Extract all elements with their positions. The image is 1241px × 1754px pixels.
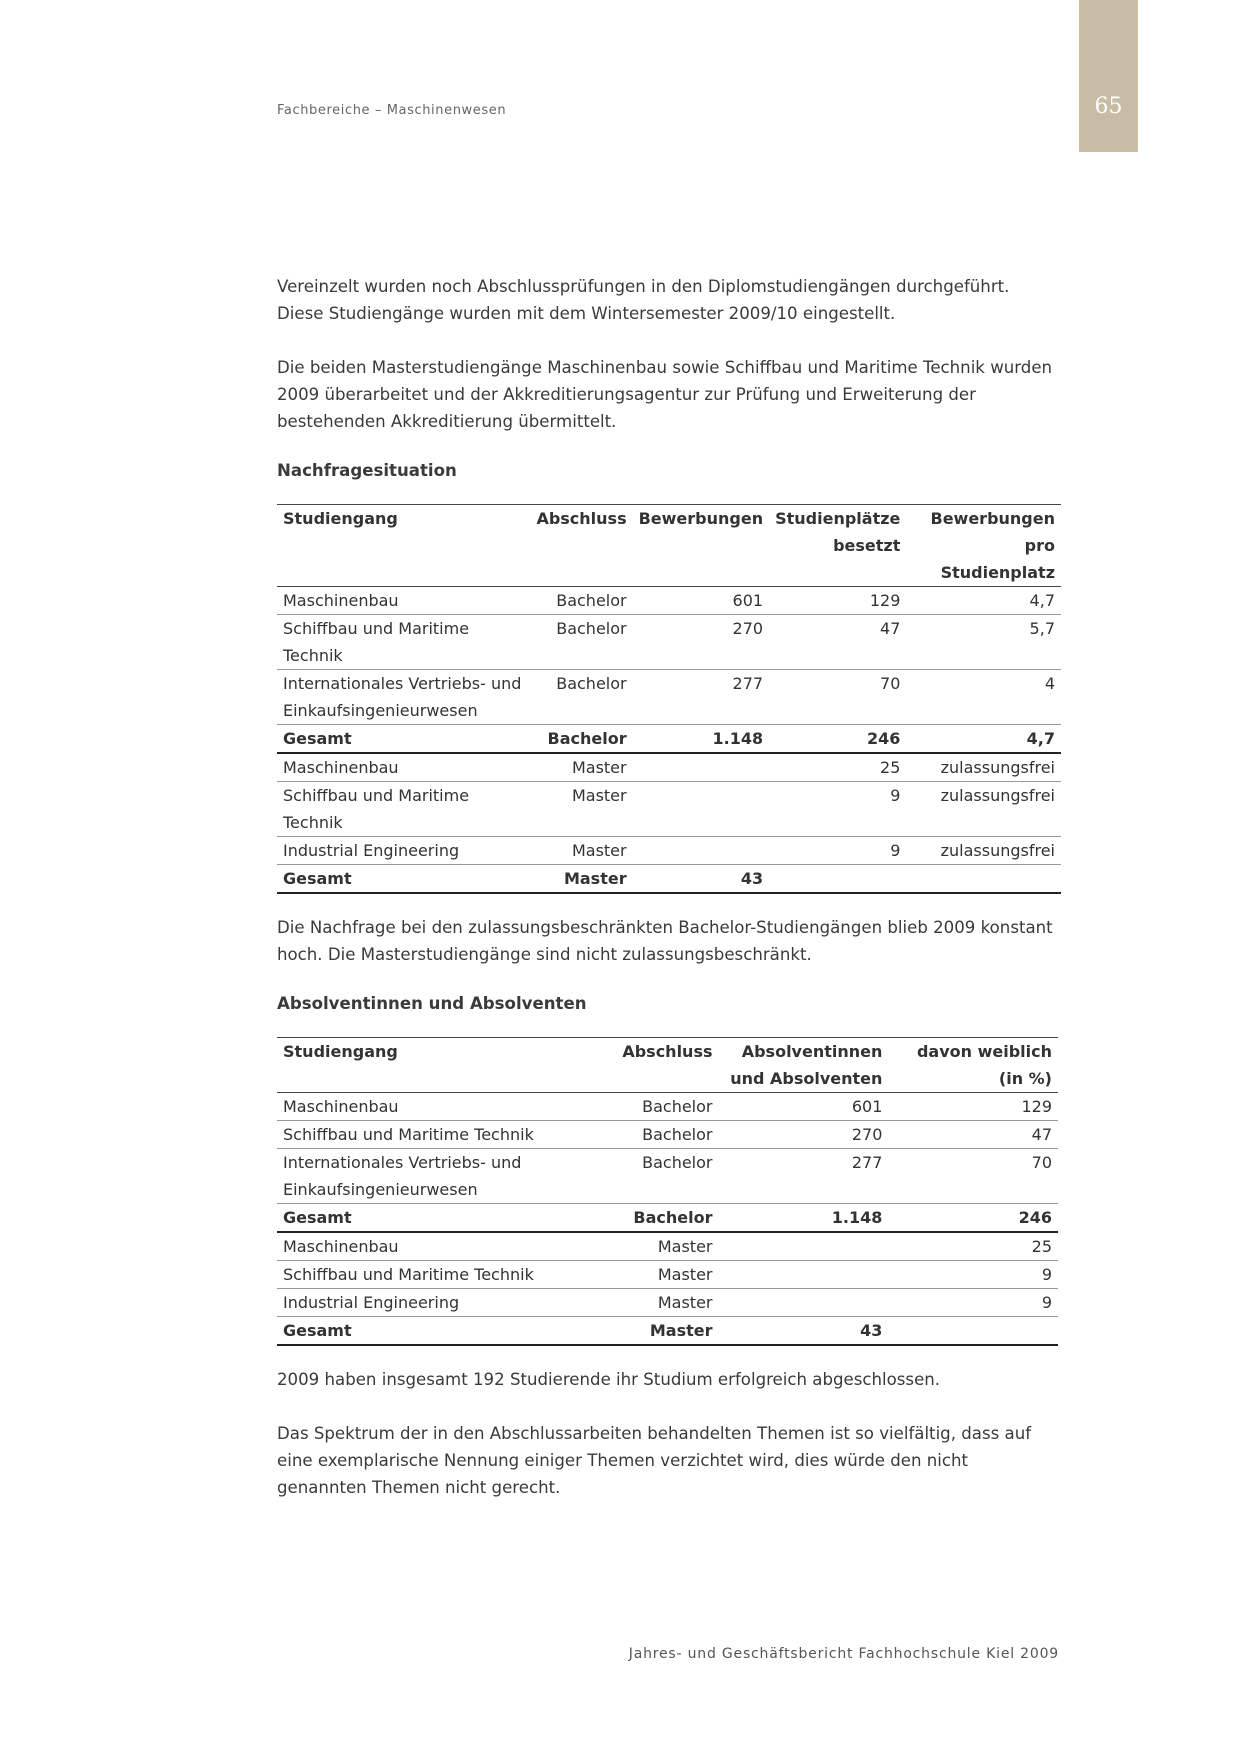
table-cell: 270 [851, 1125, 883, 1144]
table-cell: 4,7 [1026, 729, 1055, 748]
table-cell: Bachelor [633, 1208, 713, 1227]
table-cell: 246 [1018, 1208, 1052, 1227]
table-row [277, 1232, 1058, 1261]
column-header: davon weiblich (in %) [916, 1042, 1052, 1088]
table-total-row [277, 1204, 1058, 1233]
table-cell: Gesamt [283, 729, 352, 748]
table-row [277, 615, 1061, 670]
table-row [277, 753, 1061, 782]
table-cell: zulassungsfrei [940, 758, 1055, 777]
table-row [277, 1261, 1058, 1289]
table-cell: 47 [880, 619, 901, 638]
table-cell [718, 1232, 888, 1261]
table-row [277, 670, 1061, 725]
footer: Jahres- und Geschäftsbericht Fachhochschule Kiel 2009 [628, 1646, 1059, 1662]
table-cell: Master [563, 869, 627, 888]
page-number: 65 [1094, 94, 1123, 119]
table-total-row [277, 725, 1061, 754]
table-row [277, 587, 1061, 615]
table-cell: 25 [1031, 1237, 1052, 1256]
table-cell: Master [571, 841, 627, 860]
column-header: Abschluss [622, 1042, 713, 1061]
table-cell: 70 [880, 674, 901, 693]
column-header: Bewerbungen [638, 509, 764, 528]
table-cell: 129 [869, 591, 901, 610]
table-row [277, 1093, 1058, 1121]
table-cell: Master [657, 1293, 713, 1312]
table-cell [718, 1289, 888, 1317]
table-cell: Schiffbau und Maritime Technik [283, 1125, 534, 1144]
demand-table [277, 504, 1061, 894]
heading-graduates: Absolventinnen und Absolventen [277, 994, 587, 1013]
paragraph-demand-summary: Die Nachfrage bei den zulassungsbeschränkten Bachelor-Studiengängen blieb 2009 konstant hoch. Die Masterstudiengänge sind nicht zulassungsbeschränkt. [277, 918, 1053, 964]
table-cell: 601 [732, 591, 764, 610]
column-header: Studienplätze besetzt [775, 509, 901, 555]
table-cell: Bachelor [547, 729, 627, 748]
paragraph-diploma: Vereinzelt wurden noch Abschlussprüfungen in den Diplomstudiengängen durchgeführt. Diese Studiengänge wurden mit dem Wintersemester 2009/10 eingestellt. [277, 277, 1010, 323]
table-cell [906, 865, 1061, 894]
table-row [277, 1121, 1058, 1149]
table-cell: 5,7 [1029, 619, 1055, 638]
table-cell: Maschinenbau [283, 1097, 399, 1116]
table-cell: Master [657, 1265, 713, 1284]
table-cell: Gesamt [283, 869, 352, 888]
table-cell: Maschinenbau [283, 591, 399, 610]
table-cell: 270 [732, 619, 764, 638]
table-cell: 25 [880, 758, 901, 777]
table-cell: 1.148 [831, 1208, 883, 1227]
column-header: Studiengang [283, 1042, 398, 1061]
table-cell: 277 [851, 1153, 883, 1172]
table-cell: Master [657, 1237, 713, 1256]
table-total-row [277, 865, 1061, 894]
table-cell: Gesamt [283, 1208, 352, 1227]
table-cell: 4 [1044, 674, 1055, 693]
running-head: Fachbereiche – Maschinenwesen [277, 103, 507, 118]
column-header: Studiengang [283, 509, 398, 528]
table-cell: zulassungsfrei [940, 841, 1055, 860]
table-row [277, 782, 1061, 837]
table-cell: Industrial Engineering [283, 1293, 460, 1312]
main-content [277, 273, 1061, 1501]
table-cell: 9 [1041, 1265, 1052, 1284]
table-cell [633, 753, 770, 782]
table-cell: Bachelor [642, 1153, 713, 1172]
table-cell: Master [571, 786, 627, 805]
table-cell: Maschinenbau [283, 758, 399, 777]
table-cell: 43 [740, 869, 764, 888]
table-cell: 277 [732, 674, 764, 693]
table-cell: Internationales Vertriebs- und Einkaufsingenieurwesen [283, 674, 522, 720]
table-cell: Industrial Engineering [283, 841, 460, 860]
column-header: Bewerbungen pro Studienplatz [930, 509, 1055, 582]
table-cell: Bachelor [556, 619, 627, 638]
table-cell: 43 [860, 1321, 883, 1340]
table-cell: 129 [1021, 1097, 1052, 1116]
table-cell: 70 [1031, 1153, 1052, 1172]
table-cell [888, 1317, 1058, 1346]
table-cell: Master [649, 1321, 713, 1340]
graduates-table [277, 1037, 1058, 1346]
table-cell: 9 [1041, 1293, 1052, 1312]
table-cell: Master [571, 758, 627, 777]
table-cell: Schiffbau und Maritime Technik [283, 619, 470, 665]
table-cell: Bachelor [556, 591, 627, 610]
paragraph-thesis-topics: Das Spektrum der in den Abschlussarbeiten behandelten Themen ist so vielfältig, dass auf eine exemplarische Nennung einiger Themen verzichtet wird, dies würde den nicht genannten Themen nicht gerecht. [277, 1424, 1032, 1497]
table-cell: 4,7 [1029, 591, 1055, 610]
heading-demand: Nachfragesituation [277, 461, 457, 480]
paragraph-master-accreditation: Die beiden Masterstudiengänge Maschinenbau sowie Schiffbau und Maritime Technik wurden 2009 überarbeitet und der Akkreditierungsagentur zur Prüfung und Erweiterung der bestehenden Akkreditierung übermittelt. [277, 358, 1053, 431]
table-header-row [277, 1038, 1058, 1093]
table-cell: 1.148 [712, 729, 764, 748]
table-header-row [277, 505, 1061, 587]
page-number-tab [1079, 0, 1138, 152]
table-cell [769, 865, 906, 894]
table-cell: Bachelor [642, 1125, 713, 1144]
table-cell: 47 [1031, 1125, 1052, 1144]
table-cell: 9 [890, 786, 901, 805]
table-cell: 601 [851, 1097, 883, 1116]
table-row [277, 1149, 1058, 1204]
table-cell [633, 837, 770, 865]
table-row [277, 837, 1061, 865]
table-cell: zulassungsfrei [940, 786, 1055, 805]
table-cell: Schiffbau und Maritime Technik [283, 786, 470, 832]
table-cell: 246 [866, 729, 901, 748]
column-header: Abschluss [536, 509, 627, 528]
table-row [277, 1289, 1058, 1317]
table-cell: 9 [890, 841, 901, 860]
table-total-row [277, 1317, 1058, 1346]
table-cell [633, 782, 770, 837]
table-cell: Gesamt [283, 1321, 352, 1340]
table-cell: Bachelor [556, 674, 627, 693]
table-cell: Bachelor [642, 1097, 713, 1116]
column-header: Absolventinnen und Absolventen [730, 1042, 883, 1088]
table-cell [718, 1261, 888, 1289]
paragraph-graduates-total: 2009 haben insgesamt 192 Studierende ihr Studium erfolgreich abgeschlossen. [277, 1370, 941, 1389]
table-cell: Schiffbau und Maritime Technik [283, 1265, 534, 1284]
table-cell: Maschinenbau [283, 1237, 399, 1256]
table-cell: Internationales Vertriebs- und Einkaufsingenieurwesen [283, 1153, 522, 1199]
